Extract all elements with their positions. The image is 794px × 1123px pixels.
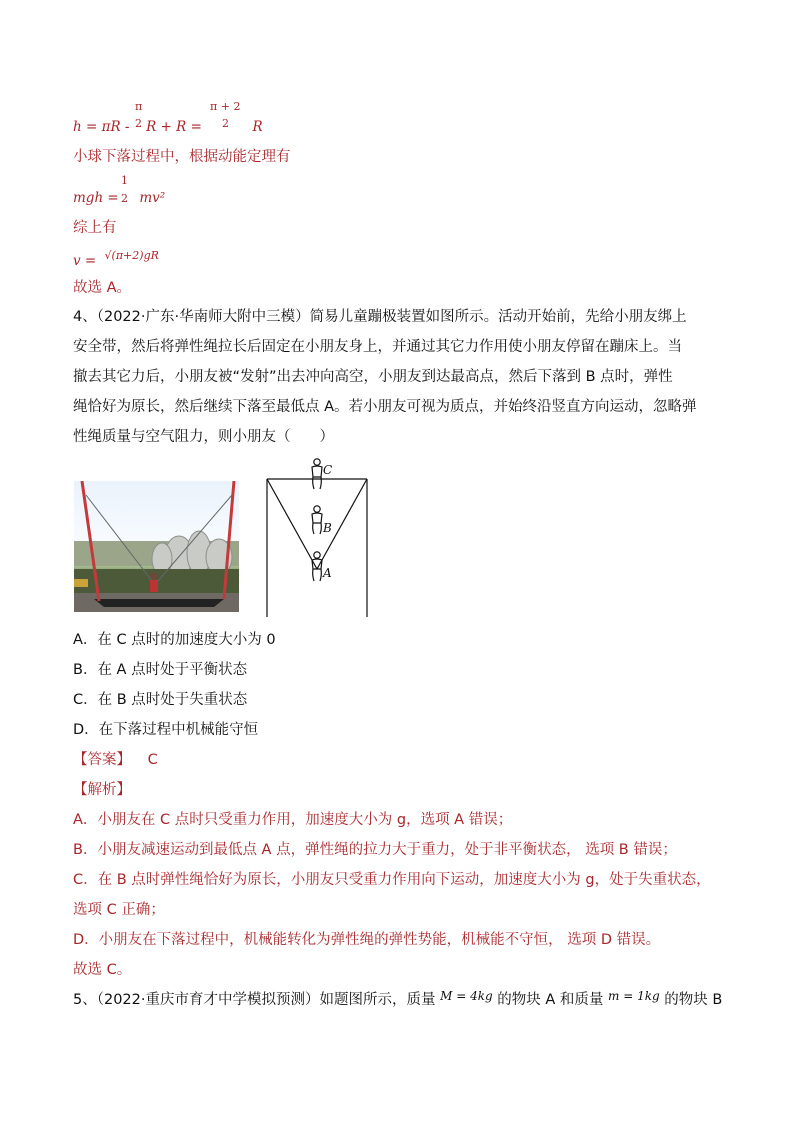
question-line: 4、（2022·广东·华南师大附中三模）简易儿童蹦极装置如图所示。活动开始前，先给小朋友绑上 [73, 309, 687, 325]
fraction-numerator: π + 2 [210, 100, 241, 113]
solution-text: 小球下落过程中，根据动能定理有 [73, 149, 291, 165]
question-text: 的物块 A 和质量 [497, 992, 604, 1008]
analysis-line: 故选 C。 [73, 962, 132, 978]
point-b-label: B [323, 521, 332, 535]
answer-value: C [147, 752, 158, 768]
option-c: C．在 B 点时处于失重状态 [73, 692, 248, 708]
question-line: 撤去其它力后，小朋友被“发射”出去冲向高空，小朋友到达最高点，然后下落到 B 点时，弹性 [73, 369, 673, 385]
question-line: 性绳质量与空气阻力，则小朋友（ ） [73, 429, 334, 445]
equation-line [73, 190, 165, 206]
eq-text: mv² [139, 190, 166, 206]
analysis-line: 选项 C 正确； [73, 902, 165, 918]
equation-line [73, 249, 159, 269]
answer-label: 【答案】 [73, 752, 131, 768]
eq-text: R + R = [146, 119, 202, 135]
analysis-line: A．小朋友在 C 点时只受重力作用，加速度大小为 g，选项 A 错误； [73, 812, 513, 828]
bungee-diagram [262, 453, 374, 619]
sqrt-expression: √(π+2)gR [104, 249, 159, 262]
question-5 [73, 988, 722, 1009]
question-line: 安全带，然后将弹性绳拉长后固定在小朋友身上，并通过其它力作用使小朋友停留在蹦床上。当 [73, 339, 682, 355]
eq-text: R [252, 119, 263, 135]
point-c-label: C [323, 463, 333, 477]
question-line: 绳恰好为原长，然后继续下落至最低点 A。若小朋友可视为质点，并始终沿竖直方向运动，忽略弹 [73, 399, 697, 415]
eq-text: v = [73, 253, 97, 269]
solution-text: 综上有 [73, 220, 117, 236]
solution-text: 故选 A。 [73, 280, 132, 296]
equation-line [73, 119, 263, 135]
fraction-numerator: π [135, 100, 143, 113]
analysis-line: B．小朋友减速运动到最低点 A 点，弹性绳的拉力大于重力，处于非平衡状态， 选项 B 错误； [73, 842, 677, 858]
eq-text: mgh = [73, 190, 119, 206]
question-text: 的物块 B [664, 992, 723, 1008]
option-a: A．在 C 点时的加速度大小为 0 [73, 632, 276, 648]
eq-text: h = πR - [73, 119, 130, 135]
answer-line [73, 748, 158, 769]
option-b: B．在 A 点时处于平衡状态 [73, 662, 248, 678]
question-text: 5、（2022·重庆市育才中学模拟预测）如题图所示，质量 [73, 992, 436, 1008]
fraction-denominator: 2 [135, 117, 142, 130]
mass-m-big: M = 4kg [440, 989, 493, 1003]
option-d: D．在下落过程中机械能守恒 [73, 722, 259, 738]
point-a-label: A [323, 566, 332, 580]
fraction-denominator: 2 [222, 117, 229, 130]
mass-m-small: m = 1kg [608, 989, 660, 1003]
analysis-line: D．小朋友在下落过程中，机械能转化为弹性绳的弹性势能，机械能不守恒， 选项 D 错误。 [73, 932, 661, 948]
fraction-denominator: 2 [121, 192, 128, 205]
bungee-photo [74, 481, 239, 612]
analysis-line: C．在 B 点时弹性绳恰好为原长，小朋友只受重力作用向下运动，加速度大小为 g，处于失重状态， [73, 872, 711, 888]
analysis-label: 【解析】 [73, 782, 131, 798]
fraction-numerator: 1 [121, 174, 128, 187]
